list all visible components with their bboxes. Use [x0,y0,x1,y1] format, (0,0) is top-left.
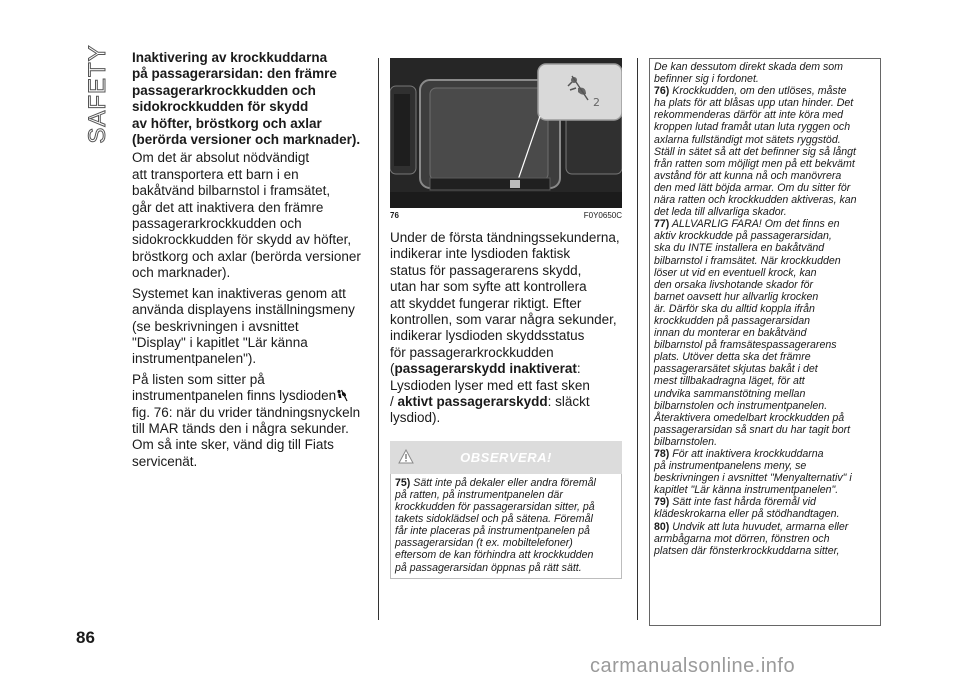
warning-line [654,134,876,146]
warning-note-header [390,441,622,474]
paragraph-text: : Lysdioden lyser med ett fast sken / [390,361,590,410]
warning-text: plats. Utöver detta ska det främre [654,351,811,364]
warning-text: är. Därför ska du alltid koppla ifrån [654,302,815,315]
warning-line [654,315,876,327]
svg-text:2: 2 [593,96,600,109]
column-middle [390,58,622,579]
warning-text: ALLVARLIG FARA! Om det finns en [669,218,840,231]
warning-line [654,97,876,109]
paragraph-text: fig. 76: när du vrider tändningsnyckeln till MAR tänds den i några sekunder. Om så inte sker, vänd dig till Fiats servicenät. [132,404,361,469]
warning-text: Sätt inte fast hårda föremål vid [669,496,816,509]
warning-text: bilbarnstol på framsätespassagerarens [654,339,837,352]
warning-line [654,412,876,424]
warning-text: kroppen lutad framåt utan luta ryggen och [654,121,851,134]
warning-line [654,61,876,73]
heading-line: Inaktivering av krockkuddarna [132,50,328,65]
warning-text: passagerarsätet skjutas bakåt i det [654,363,818,376]
section-side-label [82,44,114,144]
warning-line [654,242,876,254]
warning-text: från ratten som möjligt men på ett bekvämt [654,157,855,170]
warning-line [654,158,876,170]
paragraph: Om det är absolut nödvändigt att transportera ett barn i en bakåtvänd bilbarnstol i framsätet, går det att inaktivera den främre passagerarkrockkudden och sidokrockkudden för skydd av höfter, bröstkorg och axlar (berörda versioner och marknader). [132,150,361,281]
warning-text: den orsaka livshotande skador för [654,278,813,291]
warning-text: det leda till allvarliga skador. [654,206,787,219]
warning-number: 76) [654,85,670,98]
figure-code: F0Y0650C [583,211,622,220]
note-line: eftersom de kan förhindra att krockkudden [395,549,594,562]
column-right [649,58,881,626]
warning-number: 78) [654,448,670,460]
section-side-label-text: SAFETY [84,44,111,144]
section-heading [132,50,368,148]
warning-line [654,460,876,472]
warning-text: De kan dessutom direkt skada dem som [654,61,844,73]
figure-number: 76 [390,211,399,220]
warning-text: befinner sig i fordonet. [654,73,759,86]
warning-text: Ställ in sätet så att det befinner sig så långt [654,145,856,158]
warning-line [654,472,876,484]
warning-text: på instrumentpanelens meny, se [654,460,807,473]
paragraph-text: På listen som sitter på instrumentpanelen finns lysdioden [132,371,337,404]
warning-text: Undvik att luta huvudet, armarna eller [669,520,849,533]
heading-line: av höfter, bröstkorg och axlar [132,115,322,131]
warning-line [654,255,876,267]
airbag-off-icon [336,389,348,402]
warning-line [654,291,876,303]
warning-line [654,496,876,508]
warning-line [654,230,876,242]
warning-text: axlarna fullständigt mot sätets ryggstöd. [654,133,841,146]
warning-number: 80) [654,520,670,533]
emphasis-text: passagerarskydd inaktiverat [394,361,577,377]
note-line: på ratten, på instrumentpanelen där [395,488,563,501]
warning-text: ska du INTE installera en bakåtvänd [654,242,825,255]
warning-line [654,375,876,387]
warning-line [654,339,876,351]
note-line: takets sidoklädsel och på sätena. Föremål [395,513,593,526]
page-number: 86 [76,628,95,647]
warning-text: den med lätt böjda armar. Om du sitter för [654,181,851,194]
warning-line [654,484,876,496]
warning-text: bilbarnstol i framsätet. När krockkudden [654,254,841,267]
warning-text: passagerarsidan så snart du har tagit bort [654,423,851,436]
warning-text: krockkudden på passagerarsidan [654,314,811,327]
note-number: 75) [395,476,411,489]
warning-text: För att inaktivera krockkuddarna [669,448,824,460]
warning-line [654,448,876,460]
paragraph-text: : släckt lysdiod). [390,394,590,426]
warning-text: aktiv krockkudde på passagerarsidan, [654,230,832,243]
warning-note [390,441,622,579]
warning-text: klädeskrokarna eller på stödhandtagen. [654,508,840,521]
warning-line [654,533,876,545]
note-text: Sätt inte på dekaler eller andra föremål [413,476,596,489]
note-line: får inte placeras på instrumentpanelen på [395,525,590,538]
note-line: på passagerarsidan öppnas på rätt sätt. [395,561,582,574]
warning-text: mest tillbakadragna läget, för att [654,375,805,388]
warning-line [654,182,876,194]
warning-text: beskrivningen i avsnittet "Menyalternativ" i [654,472,852,485]
warning-line [654,436,876,448]
warning-line [654,521,876,533]
warning-text: ha plats för att blåsas upp utan hinder. Det [654,97,854,110]
warning-text: rekommenderas därför att inte köra med [654,109,844,122]
column-divider [637,58,638,620]
warning-text: Krockkudden, om den utlöses, måste [669,85,847,98]
warning-line [654,388,876,400]
warning-line [654,279,876,291]
warning-line [654,170,876,182]
warning-text: löser ut vid en eventuell krock, kan [654,266,817,279]
watermark: carmanualsonline.info [590,655,796,677]
note-line: krockkudden för passagerarsidan sitter, på [395,501,595,514]
warning-line [654,267,876,279]
warning-number: 79) [654,496,670,509]
figure-caption [390,211,622,220]
warning-line [654,73,876,85]
warning-text: kapitlet "Lär känna instrumentpanelen". [654,484,839,497]
warning-line [654,351,876,363]
warning-text: nära ratten och krockkudden aktiveras, kan [654,194,857,207]
heading-line: (berörda versioner och marknader). [132,132,361,148]
paragraph: Systemet kan inaktiveras genom att använda displayens inställningsmeny (se beskrivningen i avsnittet "Display" i kapitlet "Lär känna instrumentpanelen"). [132,285,355,367]
warning-text: innan du monterar en bakåtvänd [654,327,807,340]
warning-line [654,146,876,158]
warning-line [654,303,876,315]
warning-line [654,109,876,121]
column-left [132,50,368,474]
warning-line [654,194,876,206]
dashboard-illustration [390,58,622,208]
warning-text: Återaktivera omedelbart krockkudden på [654,411,845,424]
warning-note-title: OBSERVERA! [460,449,552,465]
emphasis-text: aktivt passagerarskydd [397,394,548,410]
note-line: passagerarsidan (t ex. mobiltelefoner) [395,537,573,550]
warning-text: undvika sammanstötning mellan [654,387,806,400]
heading-line: på passagerarsidan: den främre [132,66,337,82]
paragraph [132,372,368,470]
paragraph [390,230,622,427]
warning-line [654,85,876,97]
warning-number: 77) [654,218,670,231]
warning-line [654,121,876,133]
heading-line: sidokrockkudden för skydd [132,99,309,115]
warning-line [654,327,876,339]
paragraph-text: Under de första tändningssekunderna, indikerar inte lysdioden faktisk status för passagerarens skydd, utan har som syfte att kontrollera att skyddet fungerar riktigt. Efter kontrollen, som varar några sekunder, indikerar lysdioden skyddsstatus för passagerarkrockkudden ( [390,230,620,377]
warning-text: barnet oavsett hur allvarlig krocken [654,290,819,303]
column-divider [378,58,379,620]
warning-line [654,400,876,412]
warning-text: platsen där fönsterkrockkuddarna sitter, [654,544,840,557]
warnings-list [649,58,881,626]
warning-text: armbågarna mot dörren, fönstren och [654,532,830,545]
heading-line: passagerarkrockkudden och [132,82,316,98]
warning-line [654,363,876,375]
warning-line [654,545,876,557]
warning-text: bilbarnstolen. [654,435,718,448]
warning-text: avstånd för att kunna nå och manövrera [654,169,842,182]
warning-line [654,218,876,230]
warning-line [654,206,876,218]
warning-note-body [390,474,622,579]
warning-line [654,424,876,436]
warning-text: bilbarnstolen och instrumentpanelen. [654,399,828,412]
warning-line [654,508,876,520]
note-line [395,477,617,489]
warning-triangle-icon [398,449,414,465]
figure-dashboard-photo [390,58,622,208]
